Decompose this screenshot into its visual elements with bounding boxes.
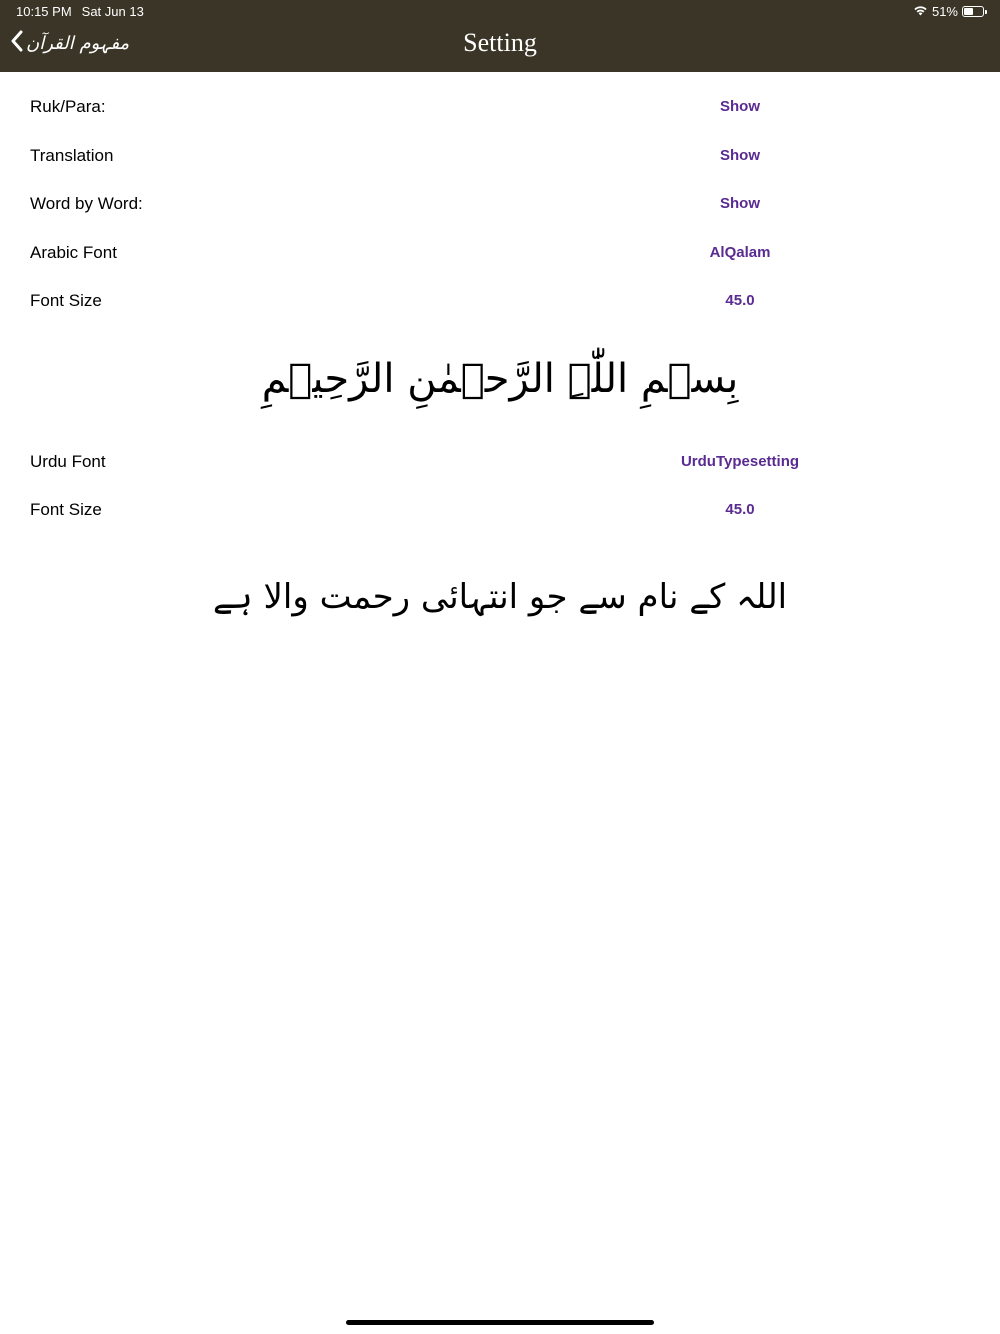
setting-label: Arabic Font — [30, 243, 117, 262]
battery-percent: 51% — [931, 4, 958, 19]
setting-row-arabic-font — [0, 233, 1000, 273]
setting-row-word-by-word — [0, 184, 1000, 224]
status-date: Sat Jun 13 — [81, 4, 144, 19]
back-button-label: مفہوم القرآن — [26, 33, 130, 54]
urdu-font-picker-button[interactable]: UrduTypesetting — [680, 453, 800, 470]
setting-label: Urdu Font — [30, 452, 106, 471]
setting-label: Word by Word: — [30, 194, 143, 213]
arabic-font-picker-button[interactable]: AlQalam — [709, 244, 771, 261]
setting-label: Font Size — [30, 500, 102, 519]
battery-icon — [962, 6, 984, 17]
setting-label: Ruk/Para: — [30, 97, 106, 116]
wifi-icon — [913, 4, 928, 19]
page-title: Setting — [463, 28, 537, 57]
translation-toggle-button[interactable]: Show — [720, 147, 760, 164]
arabic-font-preview: بِسۡمِ اللّٰہِ الرَّحۡمٰنِ الرَّحِیۡمِ — [261, 356, 739, 402]
setting-label: Font Size — [30, 291, 102, 310]
setting-label: Translation — [30, 146, 114, 165]
setting-row-translation — [0, 136, 1000, 176]
setting-row-ruk-para — [0, 87, 1000, 127]
home-indicator[interactable] — [346, 1320, 654, 1325]
setting-row-urdu-font-size — [0, 490, 1000, 530]
arabic-font-size-button[interactable]: 45.0 — [725, 292, 755, 309]
urdu-font-size-button[interactable]: 45.0 — [725, 501, 755, 518]
setting-row-arabic-font-size — [0, 281, 1000, 321]
status-time: 10:15 PM — [16, 4, 72, 19]
status-bar-left — [16, 4, 144, 19]
urdu-font-preview: اللہ کے نام سے جو انتہائی رحمت والا ہے — [212, 577, 788, 617]
navigation-bar — [0, 0, 1000, 72]
ruk-para-toggle-button[interactable]: Show — [720, 98, 760, 115]
setting-row-urdu-font — [0, 442, 1000, 482]
status-bar-right — [913, 4, 984, 19]
word-by-word-toggle-button[interactable]: Show — [720, 195, 760, 212]
